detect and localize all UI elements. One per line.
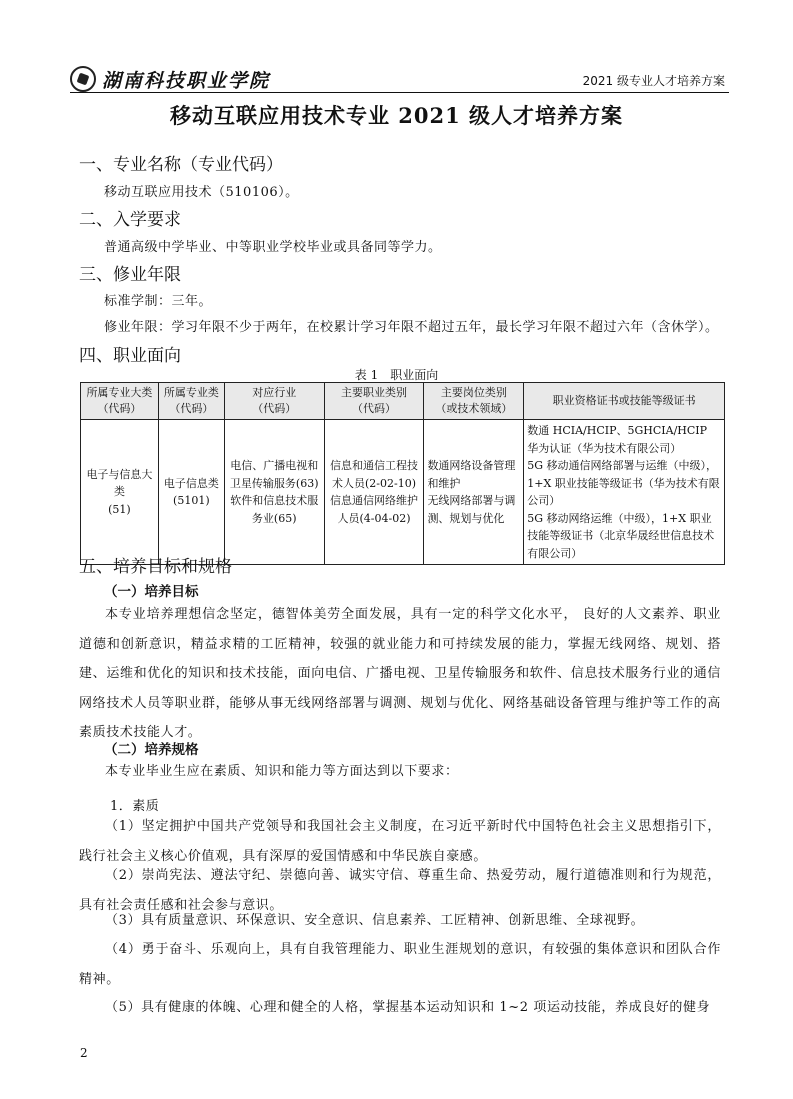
page-number: 2: [80, 1046, 88, 1060]
table-header-cell: 主要岗位类别 （或技术领域）: [424, 383, 524, 420]
certificate-item: 5G 移动通信网络部署与运维（中级），1+X 职业技能等级证书（华为技术有限公司）: [527, 459, 720, 507]
table-header-row: [81, 383, 725, 420]
table-cell-position: 数通网络设备管理和维护 无线网络部署与调测、规划与优化: [424, 420, 524, 565]
subheading-specs: （二）培养规格: [104, 742, 199, 758]
paragraph-goals: 本专业培养理想信念坚定，德智体美劳全面发展，具有一定的科学文化水平， 良好的人文素养、职业道德和创新意识，精益求精的工匠精神，较强的就业能力和可持续发展的能力，掌握无线网络、规划、搭建、运维和优化的知识和技术技能，面向电信、广播电视、卫星传输服务和软件、信息技术服务行业的通信网络技术人员等职业群，能够从事无线网络部署与调测、规划与优化、网络基础设备管理与维护等工作的高素质技术技能人才。: [79, 607, 721, 740]
section-heading-3: 三、修业年限: [79, 265, 181, 285]
quality-item-3: （3）具有质量意识、环保意识、安全意识、信息素养、工匠精神、创新思维、全球视野。: [105, 913, 645, 928]
career-table: [80, 382, 725, 565]
section-text-1: 移动互联应用技术（510106）。: [104, 185, 299, 200]
section-text-2: 普通高级中学毕业、中等职业学校毕业或具备同等学力。: [104, 240, 442, 255]
table-cell-certificates: [524, 420, 725, 565]
table-row: [81, 420, 725, 565]
table-header-cell: 所属专业类 （代码）: [158, 383, 224, 420]
school-name: 湖南科技职业学院: [102, 69, 271, 92]
table-header-cell: 所属专业大类 （代码）: [81, 383, 159, 420]
table-cell-occupation: 信息和通信工程技术人员(2-02-10)信息通信网络维护人员(4-04-02): [324, 420, 424, 565]
section-heading-4: 四、职业面向: [79, 346, 181, 366]
quality-item-1: （1）坚定拥护中国共产党领导和我国社会主义制度，在习近平新时代中国特色社会主义思想指引下，践行社会主义核心价值观，具有深厚的爱国情感和中华民族自豪感。: [79, 819, 721, 864]
table-header-cell: 对应行业 （代码）: [224, 383, 324, 420]
quality-item-4: （4）勇于奋斗、乐观向上，具有自我管理能力、职业生涯规划的意识，有较强的集体意识和团队合作精神。: [79, 942, 721, 987]
header-doc-label: 2021 级专业人才培养方案: [582, 74, 725, 88]
section-heading-1: 一、专业名称（专业代码）: [79, 155, 283, 175]
page-title: 移动互联应用技术专业 2021 级人才培养方案: [169, 103, 624, 128]
section-heading-2: 二、入学要求: [79, 210, 181, 230]
table-caption: 表 1 职业面向: [354, 368, 439, 382]
table-header-cell: 职业资格证书或技能等级证书: [524, 383, 725, 420]
school-logo: [70, 64, 270, 94]
section-text-3a: 标准学制：三年。: [104, 294, 213, 309]
quality-item-2: （2）崇尚宪法、遵法守纪、崇德向善、诚实守信、尊重生命、热爱劳动，履行道德准则和行为规范，具有社会责任感和社会参与意识。: [79, 868, 721, 913]
quality-item-5: （5）具有健康的体魄、心理和健全的人格，掌握基本运动知识和 1~2 项运动技能，养成良好的健身: [105, 1000, 711, 1015]
table-cell-major-class: 电子信息类 (5101): [158, 420, 224, 565]
table-header-cell: 主要职业类别 （代码）: [324, 383, 424, 420]
school-seal-icon: [70, 66, 96, 92]
table-cell-industry: 电信、广播电视和卫星传输服务(63)软件和信息技术服务业(65): [224, 420, 324, 565]
section-text-3b: 修业年限：学习年限不少于两年，在校累计学习年限不超过五年，最长学习年限不超过六年（含休学）。: [104, 320, 719, 335]
subheading-goals: （一）培养目标: [104, 584, 199, 600]
item-title-quality: 1．素质: [110, 799, 160, 814]
section-heading-5: 五、培养目标和规格: [79, 557, 232, 577]
paragraph-specs: 本专业毕业生应在素质、知识和能力等方面达到以下要求：: [105, 764, 459, 779]
certificate-item: 数通 HCIA/HCIP、5GHCIA/HCIP 华为认证（华为技术有限公司）: [527, 424, 708, 455]
table-cell-major-category: 电子与信息大类 (51): [81, 420, 159, 565]
certificate-item: 5G 移动网络运维（中级），1+X 职业技能等级证书（北京华晟经世信息技术有限公司）: [527, 511, 715, 560]
header-rule: [70, 92, 729, 93]
